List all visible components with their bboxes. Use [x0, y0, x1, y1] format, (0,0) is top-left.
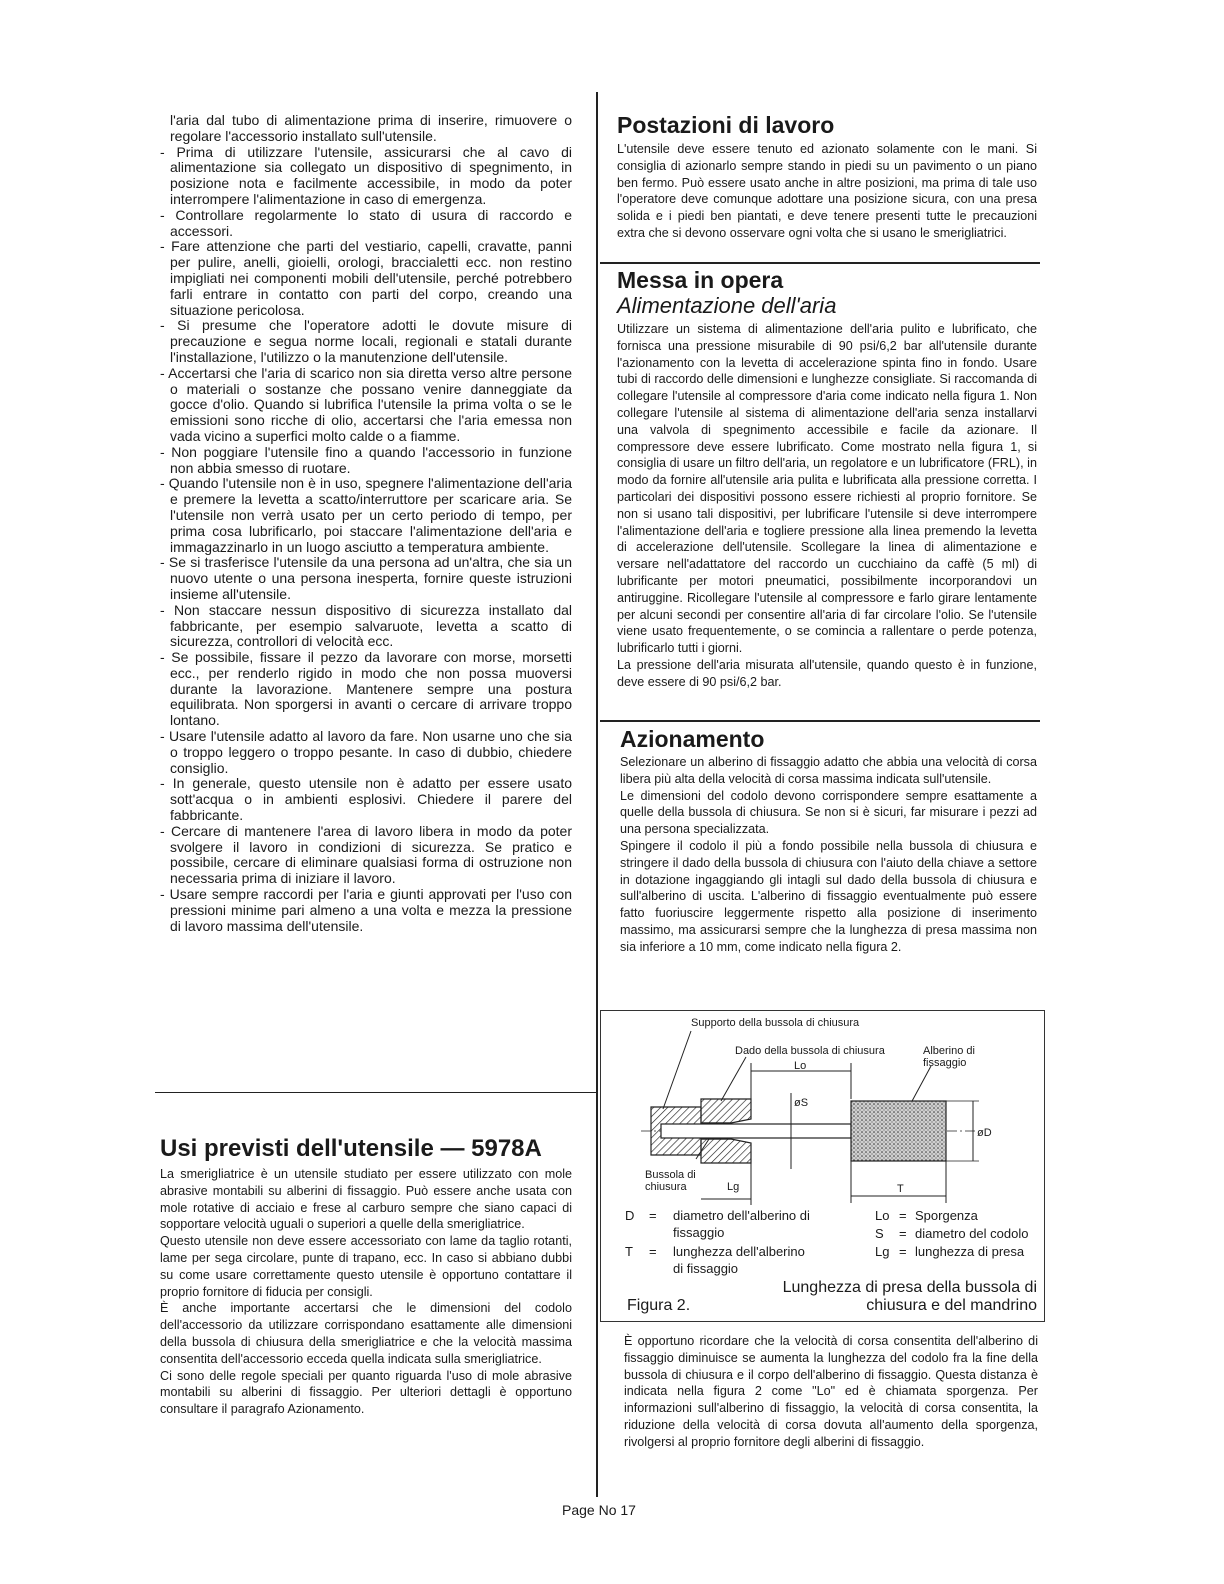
bullet-item: - Usare sempre raccordi per l'aria e giunti approvati per l'uso con pressioni minime pari almeno a una volta e mezza la pressione di lavoro massima dell'utensile. — [160, 887, 572, 934]
bullet-item: l'aria dal tubo di alimentazione prima di inserire, rimuovere o regolare l'accessorio installato sull'utensile. — [170, 112, 572, 144]
bullet-item: - Non poggiare l'utensile fino a quando l'accessorio in funzione non abbia smesso di ruotare. — [160, 445, 572, 477]
bullet-item: - Controllare regolarmente lo stato di usura di raccordo e accessori. — [160, 208, 572, 240]
legend-eq: = — [899, 1208, 907, 1223]
legend-symbol: T — [625, 1244, 633, 1259]
usi-paragraph: Questo utensile non deve essere accessoriato con lame da taglio rotanti, lame per sega circolare, punte di trapano, ecc. In caso si abbiano dubbi su come usare correttamente questo utensile è opportuno contattare il proprio fornitore di fiducia per consigli. — [160, 1234, 572, 1299]
usi-section — [160, 1136, 572, 1418]
bullet-item: - In generale, questo utensile non è adatto per essere usato sott'acqua o in ambienti esplosivi. Chiedere il parere del fabbricante. — [160, 776, 572, 823]
azionamento-paragraph: Selezionare un alberino di fissaggio adatto che abbia una velocità di corsa libera più alta della velocità di corsa massima indicata sull'utensile. — [620, 755, 1037, 786]
postazioni-text: L'utensile deve essere tenuto ed azionato solamente con le mani. Si consiglia di azionarlo sempre stando in piedi su un pavimento o un piano ben fermo. Può essere usato anche in altre posizioni, ma prima di tale uso l'operatore deve comunque adottare una posizione sicura, con una presa solida e i piedi ben piantati, e deve tenere presenti tutte le precauzioni extra che si devono osservare ogni volta che si usano le smerigliatrici. — [617, 142, 1037, 240]
messa-section — [617, 267, 1037, 691]
bullet-item: - Prima di utilizzare l'utensile, assicurarsi che al cavo di alimentazione sia collegato un dispositivo di spegnimento, in posizione nota e facilmente accessibile, in modo da poter interrompere l'alimentazione in caso di emergenza. — [160, 145, 572, 208]
rule-messa-end — [600, 720, 1040, 722]
legend-eq: = — [649, 1208, 657, 1223]
legend-eq: = — [649, 1244, 657, 1259]
bullet-item: - Accertarsi che l'aria di scarico non sia diretta verso altre persone o materiali o sostanze che possano venire danneggiate da gocce d'olio. Quando si lubrifica l'utensile la prima volta o se le emissioni sono ricche di olio, accertarsi che l'aria emessa non vada vicino a superfici molto calde o a fiamme. — [160, 366, 572, 445]
messa-title: Messa in opera — [617, 267, 784, 293]
azionamento-paragraph: Le dimensioni del codolo devono corrispondere sempre esattamente a quelle della bussola di chiusura. Se non si è sicuri, far misurare i pezzi ad una persona specializzata. — [620, 788, 1037, 837]
label-bussola: Bussola di chiusura — [645, 1169, 696, 1193]
postazioni-title: Postazioni di lavoro — [617, 112, 835, 138]
azionamento-section — [620, 726, 1037, 956]
column-divider — [596, 92, 598, 1497]
usi-paragraph: Ci sono delle regole speciali per quanto riguarda l'uso di mole abrasive montabili su alberini di fissaggio. Per ulteriori dettagli è opportuno consultare il paragrafo Azionamento. — [160, 1368, 572, 1417]
legend-eq: = — [899, 1244, 907, 1259]
legend-text: lunghezza dell'alberino di fissaggio — [673, 1244, 805, 1276]
bullet-item: - Si presume che l'operatore adotti le dovute misure di precauzione e segua norme locali, regionali e statali durante l'installazione, l'utilizzo o la manutenzione dell'utensile. — [160, 318, 572, 365]
legend-text: diametro dell'alberino di fissaggio — [673, 1208, 810, 1240]
legend-text: lunghezza di presa — [915, 1244, 1025, 1259]
label-supporto: Supporto della bussola di chiusura — [691, 1017, 860, 1029]
bullet-item: - Se si trasferisce l'utensile da una persona ad un'altra, che sia un nuovo utente o una persona inesperta, fornire queste istruzioni insieme all'utensile. — [160, 555, 572, 602]
dim-t-label: T — [897, 1183, 904, 1195]
azionamento-title: Azionamento — [620, 726, 765, 752]
legend-t — [625, 1243, 825, 1277]
messa-paragraph: La pressione dell'aria misurata all'utensile, quando questo è in funzione, deve essere di 90 psi/6,2 bar. — [617, 657, 1037, 689]
closing-section — [624, 1333, 1038, 1451]
bullet-item: - Se possibile, fissare il pezzo da lavorare con morse, morsetti ecc., per renderlo rigido in modo che non possa muoversi durante la lavorazione. Mantenere sempre una postura equilibrata. Non sporgersi in avanti o cercare di arrivare troppo lontano. — [160, 650, 572, 729]
legend-text: Sporgenza — [915, 1208, 978, 1223]
legend-d — [625, 1207, 825, 1241]
legend-symbol: Lo — [875, 1208, 890, 1223]
legend-symbol: S — [875, 1226, 884, 1241]
leader-line — [911, 1066, 931, 1103]
legend-symbol: Lg — [875, 1244, 890, 1259]
bullet-item: - Fare attenzione che parti del vestiario, capelli, cravatte, panni per pulire, anelli, gioielli, orologi, braccialetti ecc. non restino impigliati nei componenti mobili dell'utensile, perché potrebbero farli entrare in contatto con parti del corpo, creando una situazione pericolosa. — [160, 239, 572, 318]
legend-symbol: D — [625, 1208, 635, 1223]
bullet-item: - Usare l'utensile adatto al lavoro da fare. Non usarne uno che sia o troppo leggero o troppo pesante. In caso di dubbio, chiedere consiglio. — [160, 729, 572, 776]
legend-lg — [875, 1243, 1045, 1260]
leader-line — [721, 1057, 746, 1101]
bullet-item: - Quando l'utensile non è in uso, spegnere l'alimentazione dell'aria e premere la levetta a scatto/interruttore per scaricare aria. Se l'utensile non verrà usato per un certo periodo di tempo, per prima cosa lubrificarlo, poi staccare l'alimentazione dell'aria e immagazzinarlo in un luogo asciutto a temperatura ambiente. — [160, 476, 572, 555]
usi-paragraph: È anche importante accertarsi che le dimensioni del codolo dell'accessorio da utilizzare corrispondano esattamente alle dimensioni della bussola di chiusura della smerigliatrice e che la velocità massima consentita dell'accessorio ecceda quella indicata sulla smerigliatrice. — [160, 1301, 572, 1366]
messa-subtitle: Alimentazione dell'aria — [617, 293, 837, 318]
label-dado: Dado della bussola di chiusura — [735, 1045, 885, 1057]
shank — [661, 1124, 851, 1138]
dim-d-label: øD — [977, 1127, 992, 1139]
bullet-item: - Non staccare nessun dispositivo di sicurezza installato dal fabbricante, per esempio salvaruote, levetta a scatto di sicurezza, controllori di velocità ecc. — [160, 603, 572, 650]
page-number: Page No 17 — [562, 1502, 636, 1518]
rule-postazioni-end — [600, 262, 1040, 264]
dim-lo-label: Lo — [794, 1060, 807, 1072]
dim-lg-label: Lg — [727, 1181, 740, 1193]
legend-text: diametro del codolo — [915, 1226, 1029, 1241]
leader-line — [663, 1031, 691, 1109]
collet-nut — [701, 1139, 751, 1163]
legend-eq: = — [899, 1226, 907, 1241]
abrasive-wheel — [851, 1101, 946, 1161]
closing-paragraph: È opportuno ricordare che la velocità di corsa consentita dell'alberino di fissaggio diminuisce se aumenta la lunghezza del codolo fra la fine della bussola di chiusura e il corpo dell'alberino di fissaggio. Questa distanza è indicata nella figura 2 come "Lo" ed è chiamata sporgenza. Per informazioni sull'alberino di fissaggio, la velocità di corsa consentita, la riduzione della velocità di corsa dovuta all'aumento della sporgenza, rivolgersi al proprio fornitore degli alberini di fissaggio. — [624, 1334, 1038, 1449]
figure-number: Figura 2. — [627, 1297, 691, 1314]
postazioni-section — [617, 112, 1037, 242]
left-section-rule — [155, 1092, 596, 1093]
bullet-item: - Cercare di mantenere l'area di lavoro libera in modo da poter svolgere il lavoro in condizioni di sicurezza. Se pratico e possibile, cercare di eliminare qualsiasi forma di ostruzione non necessaria prima di iniziare il lavoro. — [160, 824, 572, 887]
legend-s — [875, 1225, 1045, 1242]
figure-caption: Lunghezza di presa della bussola di chiusura e del mandrino — [782, 1279, 1037, 1314]
usi-paragraph: La smerigliatrice è un utensile studiato per essere utilizzato con mole abrasive montabili su alberini di fissaggio. Può essere anche usata con mole rotative di acciaio e frese al carburo sempre che siano capaci di sopportare velocità uguali o superiori a quelle della smerigliatrice. — [160, 1167, 572, 1232]
azionamento-paragraph: Spingere il codolo il più a fondo possibile nella bussola di chiusura e stringere il dado della bussola di chiusura con l'aiuto della chiave a settore in dotazione ingaggiando gli intagli sul dado della bussola di chiusura e sull'alberino di uscita. L'alberino di fissaggio eventualmente può essere fatto fuoriuscire leggermente rispetto alla posizione di inserimento massimo, ma assicurarsi sempre che la lunghezza di presa massima non sia inferiore a 10 mm, come indicato nella figura 2. — [620, 838, 1037, 954]
figure-2 — [600, 1010, 1045, 1322]
dim-s-label: øS — [794, 1097, 809, 1109]
messa-paragraph: Utilizzare un sistema di alimentazione dell'aria pulito e lubrificato, che fornisca una pressione misurabile di 90 psi/6,2 bar all'utensile durante l'azionamento con la levetta di accelerazione spinta fino in fondo. Usare tubi di raccordo delle dimensioni e lunghezze consigliate. Si raccomanda di collegare l'utensile al compressore d'aria come indicato nella figura 1. Non collegare l'utensile al sistema di alimentazione dell'aria senza installarvi una valvola di spegnimento accessibile e facile da azionare. Il compressore deve essere lubrificato. Come mostrato nella figura 1, si consiglia di usare un filtro dell'aria, un regolatore e un lubrificatore (FRL), in modo da fornire all'utensile aria pulita e lubrificata alla pressione corretta. I particolari dei dispositivi possono essere richiesti al proprio fornitore. Se non si usano tali dispositivi, per lubrificare l'utensile si deve interrompere l'alimentazione dell'aria e togliere pressione alla linea premendo la levetta di accelerazione dell'utensile. Scollegare la linea di alimentazione e versare nell'adattatore del raccordo un cucchiaino da caffè (5 ml) di lubrificante per motori pneumatici, possibilmente incorporandovi un antiruggine. Ricollegare l'utensile al compressore e farlo girare lentamente per alcuni secondi per consentire all'aria di far circolare l'olio. Se l'utensile viene usato frequentemente, o se comincia a rallentare o perde potenza, lubrificarlo tutti i giorni. — [617, 322, 1037, 656]
left-column — [160, 113, 572, 934]
label-alberino: Alberino di fissaggio — [923, 1045, 975, 1069]
legend-lo — [875, 1207, 1045, 1224]
collet-nut — [701, 1099, 751, 1123]
usi-title: Usi previsti dell'utensile — 5978A — [160, 1135, 542, 1162]
